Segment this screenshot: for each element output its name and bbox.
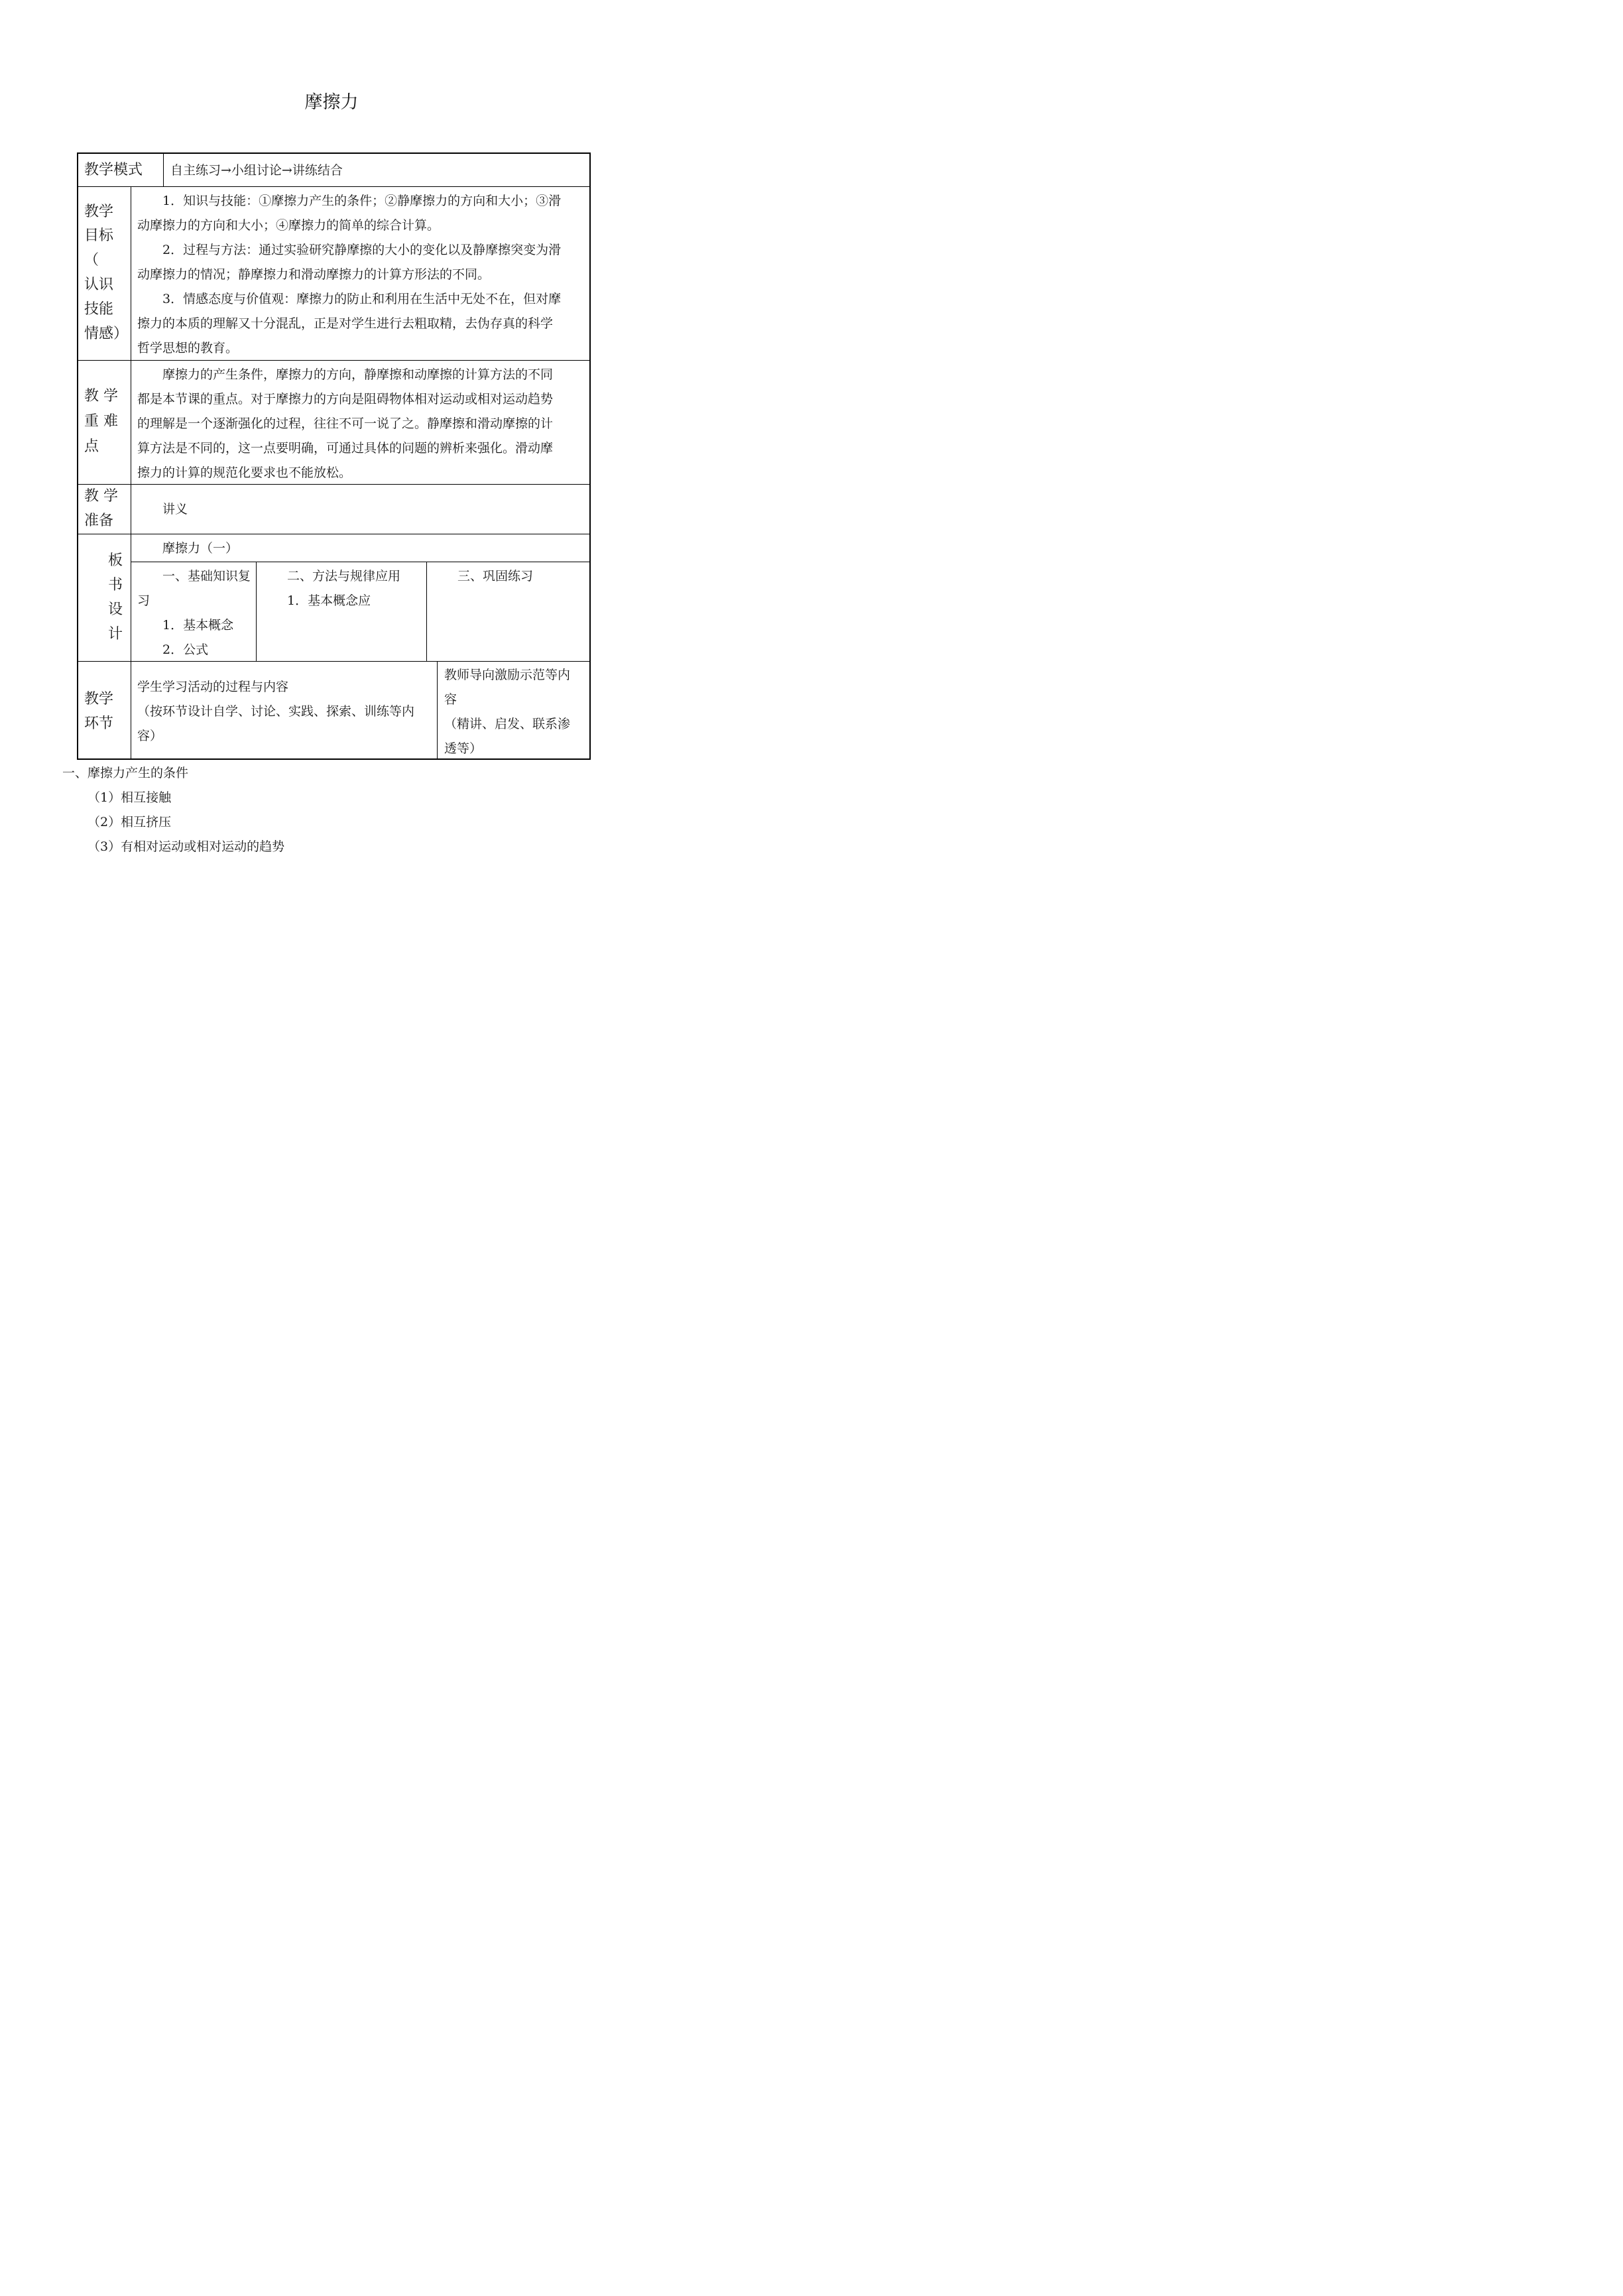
table-border — [589, 152, 591, 760]
stages-student-line: 容） — [137, 729, 163, 743]
keypoints-line: 都是本节课的重点。对于摩擦力的方向是阻碍物体相对运动或相对运动趋势 — [137, 392, 554, 406]
board-col1-line: 一、基础知识复 — [162, 569, 251, 583]
objectives-line: 哲学思想的教育。 — [137, 341, 239, 355]
preparation-value: 讲义 — [162, 502, 188, 516]
table-border — [437, 661, 438, 758]
list-item: （2）相互挤压 — [88, 815, 172, 829]
objectives-label-line: 技能 — [84, 301, 114, 318]
stages-student-line: （按环节设计自学、讨论、实践、探索、训练等内 — [137, 704, 415, 719]
preparation-label-line: 准备 — [84, 513, 114, 529]
board-col2-line: 1．基本概念应 — [287, 593, 371, 608]
preparation-label-line: 教 学 — [84, 488, 118, 505]
board-label-line: 书 — [108, 577, 123, 593]
objectives-label-line: 教学 — [84, 204, 114, 220]
board-col1-line: 1．基本概念 — [162, 618, 234, 633]
stages-teacher-line: 容 — [444, 692, 457, 707]
keypoints-line: 的理解是一个逐渐强化的过程，往往不可一说了之。静摩擦和滑动摩擦的计 — [137, 416, 554, 431]
keypoints-line: 算方法是不同的，这一点要明确，可通过具体的问题的辨析来强化。滑动摩 — [137, 441, 554, 455]
board-col3-line: 三、巩固练习 — [457, 569, 534, 583]
objectives-line: 动摩擦力的情况；静摩擦力和滑动摩擦力的计算方形法的不同。 — [137, 267, 491, 282]
objectives-label-line: （ — [84, 252, 99, 269]
keypoints-line: 摩擦力的产生条件，摩擦力的方向，静摩擦和动摩擦的计算方法的不同 — [162, 367, 554, 382]
list-item: （3）有相对运动或相对运动的趋势 — [88, 839, 285, 854]
stages-label-line: 环节 — [84, 715, 114, 732]
keypoints-line: 擦力的计算的规范化要求也不能放松。 — [137, 465, 352, 480]
board-label-line: 板 — [108, 552, 123, 569]
stages-teacher-line: （精讲、启发、联系渗 — [444, 717, 571, 731]
board-col2-line: 二、方法与规律应用 — [287, 569, 401, 583]
board-label-line: 设 — [108, 601, 123, 618]
keypoints-label-line: 重 难 — [84, 413, 118, 430]
table-border — [163, 152, 164, 186]
board-heading: 摩擦力（一） — [162, 541, 239, 556]
objectives-line: 擦力的本质的理解又十分混乱，正是对学生进行去粗取精，去伪存真的科学 — [137, 316, 554, 331]
table-border — [256, 562, 257, 661]
objectives-line: 2．过程与方法：通过实验研究静摩擦的大小的变化以及静摩擦突变为滑 — [162, 243, 562, 257]
board-col1-line: 2．公式 — [162, 642, 209, 657]
stages-student-line: 学生学习活动的过程与内容 — [137, 680, 289, 694]
keypoints-label-line: 教 学 — [84, 388, 118, 404]
board-label-line: 计 — [108, 626, 123, 642]
mode-value: 自主练习→小组讨论→讲练结合 — [170, 163, 343, 178]
table-border — [77, 186, 591, 187]
board-col1-line: 习 — [137, 593, 150, 608]
table-border — [77, 152, 78, 760]
objectives-label-line: 情感） — [84, 326, 129, 342]
objectives-label-line: 目标 — [84, 227, 114, 244]
table-border — [77, 758, 591, 760]
objectives-label-line: 认识 — [84, 276, 114, 293]
table-border — [426, 562, 427, 661]
section-heading: 一、摩擦力产生的条件 — [62, 766, 189, 780]
objectives-line: 3．情感态度与价值观：摩擦力的防止和利用在生活中无处不在，但对摩 — [162, 292, 562, 306]
page-title: 摩擦力 — [304, 92, 359, 113]
stages-teacher-line: 透等） — [444, 741, 483, 756]
keypoints-label-line: 点 — [84, 438, 99, 455]
table-border — [77, 661, 591, 662]
stages-label-line: 教学 — [84, 691, 114, 707]
table-border — [77, 152, 591, 154]
list-item: （1）相互接触 — [88, 790, 172, 805]
mode-label: 教学模式 — [84, 162, 143, 178]
objectives-line: 动摩擦力的方向和大小；④摩擦力的简单的综合计算。 — [137, 218, 440, 233]
stages-teacher-line: 教师导向激励示范等内 — [444, 668, 571, 682]
objectives-line: 1．知识与技能：①摩擦力产生的条件；②静摩擦力的方向和大小；③滑 — [162, 194, 562, 208]
